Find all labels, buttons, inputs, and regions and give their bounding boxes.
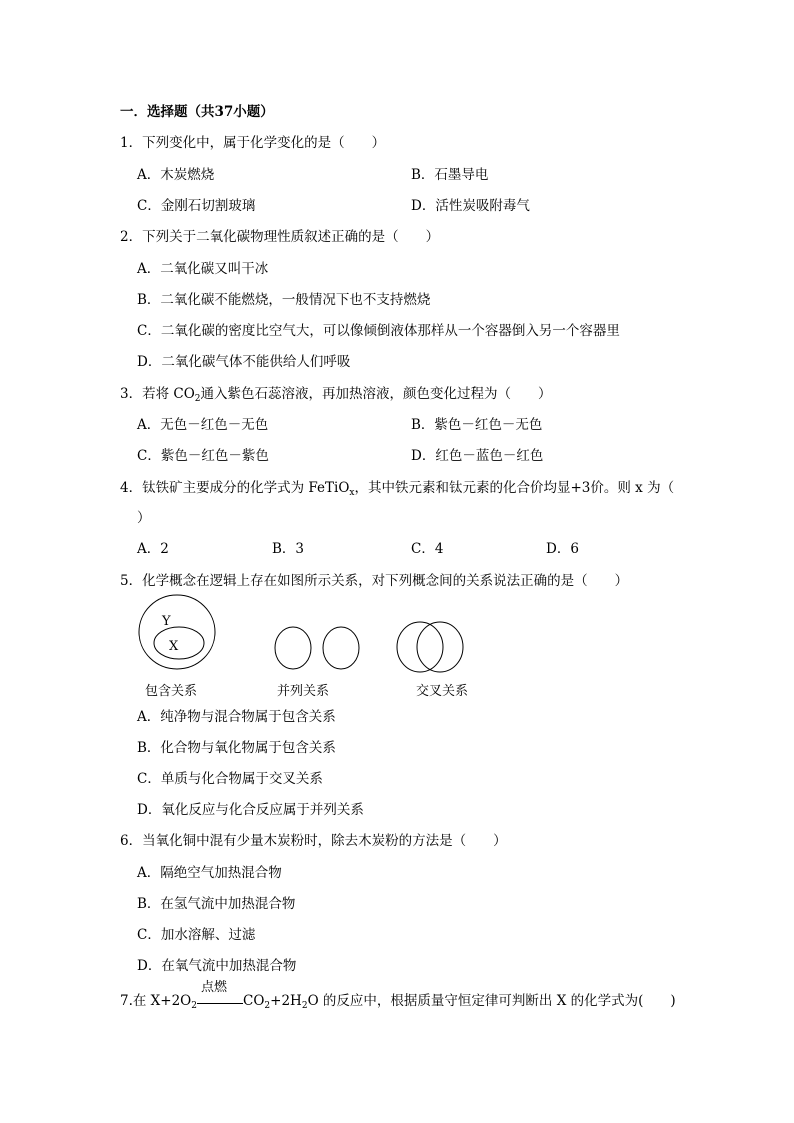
reaction-arrow (197, 980, 243, 1010)
question-5-option-b: B．化合物与氧化物属于包含关系 (137, 740, 336, 756)
question-1-option-a: A．木炭燃烧 (137, 167, 215, 183)
parallel-diagram (275, 627, 359, 669)
caption-inclusion: 包含关系 (145, 684, 198, 699)
question-5-option-c: C．单质与化合物属于交叉关系 (137, 771, 323, 787)
question-4-option-c: C．4 (411, 541, 444, 557)
question-3-option-b: B．紫色－红色－无色 (411, 417, 543, 433)
question-6-option-d: D．在氧气流中加热混合物 (137, 958, 297, 974)
section-title: 一．选择题（共37小题） (120, 104, 274, 120)
question-4-option-d: D．6 (546, 541, 579, 557)
parallel-circle-right (323, 627, 359, 669)
question-4-option-a: A．2 (137, 541, 169, 557)
label-y: Y (162, 614, 171, 629)
question-2-stem: 2．下列关于二氧化碳物理性质叙述正确的是（ ） (120, 229, 440, 245)
question-5-option-d: D．氧化反应与化合反应属于并列关系 (137, 802, 364, 818)
question-2-option-d: D．二氧化碳气体不能供给人们呼吸 (137, 354, 351, 370)
concept-relation-diagram (138, 594, 483, 674)
intersect-circle-right (417, 622, 463, 672)
question-3-stem: 3．若将 $CO_2$通入紫色石蕊溶液，再加热溶液，颜色变化过程为（ ） (120, 386, 552, 404)
intersect-circle-left (397, 622, 443, 672)
question-3-option-d: D．红色－蓝色－红色 (411, 448, 544, 464)
inner-ellipse (154, 627, 204, 659)
inclusion-diagram (139, 595, 215, 669)
question-7-stem: 7.在 $X+2O_2$ 点燃 $CO_2+2H_2O$ 的反应中，根据质量守恒定律可判断出 X 的化学式为( ) (120, 980, 676, 1011)
label-x: X (169, 639, 179, 654)
question-3-option-c: C．紫色－红色－紫色 (137, 448, 269, 464)
intersection-diagram (397, 622, 463, 672)
question-1-option-b: B．石墨导电 (411, 167, 489, 183)
question-5-option-a: A．纯净物与混合物属于包含关系 (137, 709, 336, 725)
parallel-circle-left (275, 627, 311, 669)
question-2-option-c: C．二氧化碳的密度比空气大，可以像倾倒液体那样从一个容器倒入另一个容器里 (137, 323, 620, 339)
question-1-stem: 1．下列变化中，属于化学变化的是（ ） (120, 135, 386, 151)
question-6-option-a: A．隔绝空气加热混合物 (137, 865, 282, 881)
caption-parallel: 并列关系 (277, 684, 330, 699)
question-6-stem: 6．当氧化铜中混有少量木炭粉时，除去木炭粉的方法是（ ） (120, 833, 507, 849)
question-1-option-d: D．活性炭吸附毒气 (411, 198, 530, 214)
reaction-condition: 点燃 (201, 980, 228, 995)
question-3-option-a: A．无色－红色－无色 (137, 417, 269, 433)
outer-circle (139, 595, 215, 669)
question-2-option-a: A．二氧化碳又叫干冰 (137, 261, 269, 277)
question-2-option-b: B．二氧化碳不能燃烧，一般情况下也不支持燃烧 (137, 292, 431, 308)
question-4-option-b: B．3 (272, 541, 305, 557)
question-5-stem: 5．化学概念在逻辑上存在如图所示关系，对下列概念间的关系说法正确的是（ ） (120, 573, 629, 589)
caption-intersection: 交叉关系 (416, 684, 469, 699)
question-6-option-c: C．加水溶解、过滤 (137, 927, 256, 943)
question-6-option-b: B．在氢气流中加热混合物 (137, 896, 296, 912)
question-4-stem: 4．钛铁矿主要成分的化学式为 FeTiO$_x$，其中铁元素和钛元素的化合价均显+3价。则 x 为（ (120, 480, 675, 498)
question-1-option-c: C．金刚石切割玻璃 (137, 198, 256, 214)
question-4-stem-continued: ） (137, 510, 151, 526)
